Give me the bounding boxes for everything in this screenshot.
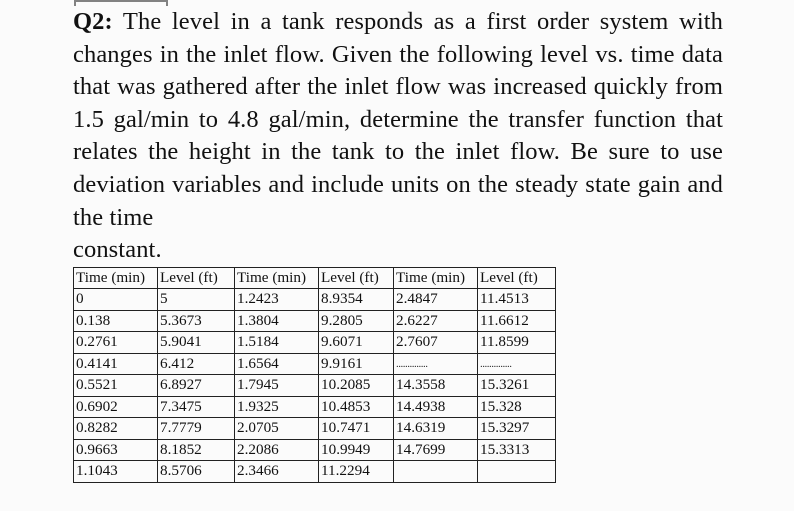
table-cell: 1.2423 — [235, 289, 319, 311]
table-cell: 15.3297 — [478, 418, 556, 440]
table-cell: 11.6612 — [478, 310, 556, 332]
table-cell: 9.9161 — [319, 353, 394, 375]
table-cell: 0.2761 — [74, 332, 158, 354]
table-cell: 1.3804 — [235, 310, 319, 332]
table-cell: 0.4141 — [74, 353, 158, 375]
header-level-1: Level (ft) — [158, 268, 235, 289]
table-cell: 0.9663 — [74, 439, 158, 461]
ellipsis-cell: .............. — [478, 353, 556, 375]
table-cell: 5 — [158, 289, 235, 311]
table-cell: 11.8599 — [478, 332, 556, 354]
table-row — [74, 375, 556, 397]
table-cell: 7.3475 — [158, 396, 235, 418]
table-cell: 2.2086 — [235, 439, 319, 461]
table-cell: 2.4847 — [394, 289, 478, 311]
table-cell: 2.7607 — [394, 332, 478, 354]
table-cell: 6.8927 — [158, 375, 235, 397]
table-cell: 0.6902 — [74, 396, 158, 418]
table-cell: 10.2085 — [319, 375, 394, 397]
table-cell: 14.4938 — [394, 396, 478, 418]
table-cell: 1.6564 — [235, 353, 319, 375]
table-cell — [478, 461, 556, 483]
table-cell: 8.1852 — [158, 439, 235, 461]
level-time-table — [73, 267, 556, 483]
table-cell: 8.9354 — [319, 289, 394, 311]
table-cell: 10.9949 — [319, 439, 394, 461]
table-cell: 8.5706 — [158, 461, 235, 483]
table-row — [74, 310, 556, 332]
header-time-1: Time (min) — [74, 268, 158, 289]
table-cell: 10.4853 — [319, 396, 394, 418]
table-cell: 7.7779 — [158, 418, 235, 440]
table-cell: 11.2294 — [319, 461, 394, 483]
table-row — [74, 289, 556, 311]
table-cell: 14.6319 — [394, 418, 478, 440]
table-cell: 1.1043 — [74, 461, 158, 483]
problem-text: The level in a tank responds as a first order system with changes in the inlet flow. Given the following level vs. time data that was gathered after the inlet flow was increased quickly from 1.5 gal/min to 4.8 gal/min, determine the transfer function that relates the height in the tank to the inlet flow. Be sure to use deviation variables and include units on the steady state gain and the time — [73, 8, 723, 231]
table-cell: 15.328 — [478, 396, 556, 418]
header-level-2: Level (ft) — [319, 268, 394, 289]
table-cell: 5.9041 — [158, 332, 235, 354]
table-cell: 15.3261 — [478, 375, 556, 397]
table-cell: 0.8282 — [74, 418, 158, 440]
table-cell: 9.2805 — [319, 310, 394, 332]
table-row — [74, 418, 556, 440]
table-cell: 1.9325 — [235, 396, 319, 418]
table-cell: 1.5184 — [235, 332, 319, 354]
table-cell: 2.6227 — [394, 310, 478, 332]
problem-statement — [73, 6, 723, 267]
table-cell: 5.3673 — [158, 310, 235, 332]
table-cell: 10.7471 — [319, 418, 394, 440]
question-label: Q2: — [73, 8, 113, 35]
table-row — [74, 353, 556, 375]
problem-last-line: constant. — [73, 236, 162, 264]
table-row — [74, 396, 556, 418]
table-cell: 11.4513 — [478, 289, 556, 311]
ellipsis-cell: .............. — [394, 353, 478, 375]
table-header-row — [74, 268, 556, 289]
header-time-2: Time (min) — [235, 268, 319, 289]
header-time-3: Time (min) — [394, 268, 478, 289]
table-cell: 1.7945 — [235, 375, 319, 397]
table-cell — [394, 461, 478, 483]
table-row — [74, 332, 556, 354]
table-cell: 2.3466 — [235, 461, 319, 483]
table-row — [74, 439, 556, 461]
table-row — [74, 461, 556, 483]
header-level-3: Level (ft) — [478, 268, 556, 289]
table-cell: 6.412 — [158, 353, 235, 375]
table-cell: 14.7699 — [394, 439, 478, 461]
table-cell: 0 — [74, 289, 158, 311]
table-cell: 15.3313 — [478, 439, 556, 461]
table-cell: 0.5521 — [74, 375, 158, 397]
table-cell: 14.3558 — [394, 375, 478, 397]
table-cell: 9.6071 — [319, 332, 394, 354]
table-cell: 2.0705 — [235, 418, 319, 440]
table-cell: 0.138 — [74, 310, 158, 332]
